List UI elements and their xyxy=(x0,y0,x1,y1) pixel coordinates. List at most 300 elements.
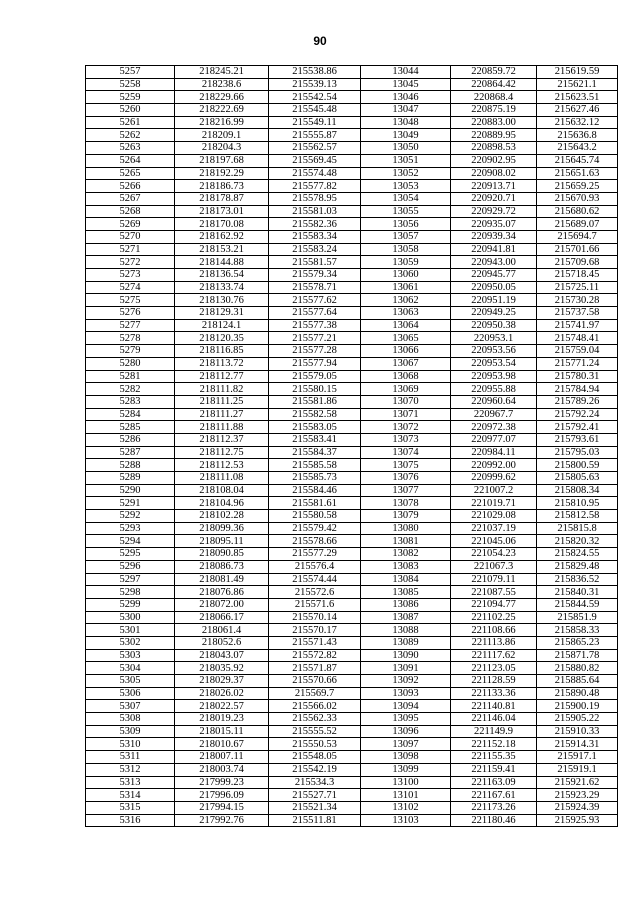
table-cell-y-coordinate-right: 215820.32 xyxy=(537,535,618,548)
table-cell-x-coordinate-right: 221108.66 xyxy=(451,624,537,637)
table-cell-point-number-right: 13060 xyxy=(361,269,451,282)
table-cell-x-coordinate-right: 221007.2 xyxy=(451,484,537,497)
table-row xyxy=(86,738,618,751)
table-cell-y-coordinate-right: 215919.1 xyxy=(537,763,618,776)
table-cell-x-coordinate-right: 220929.72 xyxy=(451,205,537,218)
table-cell-x-coordinate-left: 218153.21 xyxy=(175,243,269,256)
table-cell-y-coordinate-left: 215581.61 xyxy=(269,497,361,510)
table-cell-y-coordinate-right: 215792.41 xyxy=(537,421,618,434)
table-cell-x-coordinate-left: 217999.23 xyxy=(175,776,269,789)
table-cell-y-coordinate-right: 215619.59 xyxy=(537,66,618,79)
table-cell-point-number-right: 13073 xyxy=(361,433,451,446)
table-cell-x-coordinate-right: 220883.00 xyxy=(451,116,537,129)
table-row xyxy=(86,801,618,814)
table-cell-x-coordinate-right: 220943.00 xyxy=(451,256,537,269)
table-cell-x-coordinate-right: 221155.35 xyxy=(451,751,537,764)
table-row xyxy=(86,167,618,180)
table-row xyxy=(86,814,618,827)
table-cell-x-coordinate-left: 218173.01 xyxy=(175,205,269,218)
table-row xyxy=(86,675,618,688)
table-row xyxy=(86,383,618,396)
table-cell-point-number-right: 13064 xyxy=(361,319,451,332)
table-cell-point-number-right: 13066 xyxy=(361,345,451,358)
table-cell-y-coordinate-right: 215621.1 xyxy=(537,78,618,91)
table-cell-y-coordinate-left: 215584.37 xyxy=(269,446,361,459)
table-cell-point-number-right: 13089 xyxy=(361,636,451,649)
table-cell-y-coordinate-left: 215571.6 xyxy=(269,598,361,611)
table-cell-point-number-left: 5288 xyxy=(86,459,175,472)
table-cell-point-number-right: 13063 xyxy=(361,307,451,320)
table-cell-point-number-left: 5272 xyxy=(86,256,175,269)
table-cell-x-coordinate-right: 220859.72 xyxy=(451,66,537,79)
table-cell-point-number-right: 13072 xyxy=(361,421,451,434)
table-cell-point-number-left: 5307 xyxy=(86,700,175,713)
table-cell-point-number-left: 5266 xyxy=(86,180,175,193)
table-cell-x-coordinate-left: 218124.1 xyxy=(175,319,269,332)
table-cell-y-coordinate-left: 215574.44 xyxy=(269,573,361,586)
table-cell-x-coordinate-left: 217994.15 xyxy=(175,801,269,814)
table-row xyxy=(86,535,618,548)
table-cell-point-number-right: 13094 xyxy=(361,700,451,713)
table-row xyxy=(86,713,618,726)
table-row xyxy=(86,700,618,713)
table-cell-x-coordinate-right: 220951.19 xyxy=(451,294,537,307)
table-cell-x-coordinate-right: 220967.7 xyxy=(451,408,537,421)
table-cell-point-number-left: 5276 xyxy=(86,307,175,320)
table-row xyxy=(86,218,618,231)
table-cell-point-number-right: 13058 xyxy=(361,243,451,256)
table-cell-x-coordinate-right: 221067.3 xyxy=(451,560,537,573)
table-cell-point-number-right: 13086 xyxy=(361,598,451,611)
table-cell-y-coordinate-left: 215539.13 xyxy=(269,78,361,91)
table-cell-x-coordinate-right: 221149.9 xyxy=(451,725,537,738)
table-cell-y-coordinate-left: 215577.21 xyxy=(269,332,361,345)
table-row xyxy=(86,116,618,129)
table-cell-point-number-right: 13077 xyxy=(361,484,451,497)
table-cell-point-number-left: 5296 xyxy=(86,560,175,573)
table-cell-y-coordinate-left: 215579.42 xyxy=(269,522,361,535)
table-row xyxy=(86,142,618,155)
table-cell-point-number-right: 13103 xyxy=(361,814,451,827)
table-cell-point-number-right: 13049 xyxy=(361,129,451,142)
table-cell-y-coordinate-left: 215542.54 xyxy=(269,91,361,104)
table-cell-point-number-right: 13055 xyxy=(361,205,451,218)
table-row xyxy=(86,522,618,535)
table-cell-x-coordinate-right: 221173.26 xyxy=(451,801,537,814)
table-cell-point-number-left: 5260 xyxy=(86,104,175,117)
table-cell-x-coordinate-right: 220935.07 xyxy=(451,218,537,231)
table-cell-x-coordinate-right: 220953.98 xyxy=(451,370,537,383)
table-row xyxy=(86,154,618,167)
table-cell-x-coordinate-left: 218003.74 xyxy=(175,763,269,776)
table-row xyxy=(86,548,618,561)
table-cell-x-coordinate-right: 220972.38 xyxy=(451,421,537,434)
table-cell-x-coordinate-right: 220950.38 xyxy=(451,319,537,332)
table-cell-point-number-left: 5259 xyxy=(86,91,175,104)
table-cell-point-number-right: 13050 xyxy=(361,142,451,155)
table-cell-point-number-left: 5303 xyxy=(86,649,175,662)
table-cell-x-coordinate-right: 221029.08 xyxy=(451,510,537,523)
table-cell-x-coordinate-left: 218015.11 xyxy=(175,725,269,738)
table-row xyxy=(86,370,618,383)
table-cell-point-number-left: 5279 xyxy=(86,345,175,358)
table-cell-point-number-right: 13093 xyxy=(361,687,451,700)
table-cell-x-coordinate-right: 220953.1 xyxy=(451,332,537,345)
table-row xyxy=(86,484,618,497)
table-cell-x-coordinate-left: 218112.37 xyxy=(175,433,269,446)
table-row xyxy=(86,269,618,282)
table-cell-y-coordinate-left: 215569.45 xyxy=(269,154,361,167)
table-cell-y-coordinate-right: 215829.48 xyxy=(537,560,618,573)
table-row xyxy=(86,256,618,269)
table-cell-point-number-right: 13048 xyxy=(361,116,451,129)
table-cell-x-coordinate-left: 218022.57 xyxy=(175,700,269,713)
table-cell-point-number-right: 13099 xyxy=(361,763,451,776)
table-cell-y-coordinate-right: 215793.61 xyxy=(537,433,618,446)
table-cell-y-coordinate-right: 215923.29 xyxy=(537,789,618,802)
table-cell-y-coordinate-left: 215571.87 xyxy=(269,662,361,675)
table-cell-y-coordinate-left: 215577.82 xyxy=(269,180,361,193)
table-cell-x-coordinate-left: 218052.6 xyxy=(175,636,269,649)
table-row xyxy=(86,129,618,142)
table-cell-point-number-right: 13047 xyxy=(361,104,451,117)
table-cell-y-coordinate-left: 215581.57 xyxy=(269,256,361,269)
table-cell-y-coordinate-right: 215840.31 xyxy=(537,586,618,599)
table-cell-y-coordinate-left: 215542.19 xyxy=(269,763,361,776)
table-cell-y-coordinate-right: 215784.94 xyxy=(537,383,618,396)
table-cell-y-coordinate-right: 215759.04 xyxy=(537,345,618,358)
table-row xyxy=(86,230,618,243)
table-row xyxy=(86,725,618,738)
table-cell-y-coordinate-right: 215905.22 xyxy=(537,713,618,726)
table-cell-x-coordinate-right: 221019.71 xyxy=(451,497,537,510)
table-cell-x-coordinate-right: 220913.71 xyxy=(451,180,537,193)
table-row xyxy=(86,357,618,370)
table-cell-y-coordinate-right: 215925.93 xyxy=(537,814,618,827)
table-cell-point-number-left: 5280 xyxy=(86,357,175,370)
table-cell-x-coordinate-right: 220889.95 xyxy=(451,129,537,142)
table-cell-x-coordinate-left: 218197.68 xyxy=(175,154,269,167)
table-cell-point-number-left: 5308 xyxy=(86,713,175,726)
table-cell-x-coordinate-left: 218222.69 xyxy=(175,104,269,117)
table-cell-y-coordinate-left: 215585.73 xyxy=(269,472,361,485)
table-cell-x-coordinate-right: 220992.00 xyxy=(451,459,537,472)
table-cell-point-number-right: 13068 xyxy=(361,370,451,383)
table-cell-x-coordinate-right: 221045.06 xyxy=(451,535,537,548)
table-cell-x-coordinate-right: 220898.53 xyxy=(451,142,537,155)
table-cell-y-coordinate-right: 215824.55 xyxy=(537,548,618,561)
table-cell-point-number-left: 5310 xyxy=(86,738,175,751)
table-cell-x-coordinate-right: 221094.77 xyxy=(451,598,537,611)
table-cell-point-number-left: 5257 xyxy=(86,66,175,79)
table-cell-y-coordinate-right: 215627.46 xyxy=(537,104,618,117)
table-cell-y-coordinate-right: 215632.12 xyxy=(537,116,618,129)
table-cell-y-coordinate-right: 215808.34 xyxy=(537,484,618,497)
table-cell-y-coordinate-right: 215694.7 xyxy=(537,230,618,243)
table-cell-x-coordinate-left: 218066.17 xyxy=(175,611,269,624)
table-cell-y-coordinate-right: 215880.82 xyxy=(537,662,618,675)
table-cell-x-coordinate-right: 221146.04 xyxy=(451,713,537,726)
table-cell-x-coordinate-left: 218111.08 xyxy=(175,472,269,485)
table-cell-point-number-right: 13101 xyxy=(361,789,451,802)
table-cell-point-number-right: 13051 xyxy=(361,154,451,167)
table-cell-y-coordinate-right: 215670.93 xyxy=(537,192,618,205)
table-cell-x-coordinate-right: 220999.62 xyxy=(451,472,537,485)
table-cell-point-number-right: 13054 xyxy=(361,192,451,205)
table-cell-x-coordinate-left: 218204.3 xyxy=(175,142,269,155)
table-row xyxy=(86,649,618,662)
table-cell-x-coordinate-right: 220953.56 xyxy=(451,345,537,358)
table-cell-y-coordinate-right: 215709.68 xyxy=(537,256,618,269)
table-cell-x-coordinate-left: 218111.27 xyxy=(175,408,269,421)
table-cell-y-coordinate-left: 215580.58 xyxy=(269,510,361,523)
table-cell-x-coordinate-left: 218229.66 xyxy=(175,91,269,104)
table-cell-point-number-right: 13095 xyxy=(361,713,451,726)
table-cell-x-coordinate-left: 218026.02 xyxy=(175,687,269,700)
table-row xyxy=(86,421,618,434)
table-row xyxy=(86,510,618,523)
table-cell-point-number-left: 5289 xyxy=(86,472,175,485)
table-row xyxy=(86,687,618,700)
table-cell-y-coordinate-right: 215844.59 xyxy=(537,598,618,611)
table-cell-y-coordinate-left: 215579.34 xyxy=(269,269,361,282)
table-cell-x-coordinate-left: 218116.85 xyxy=(175,345,269,358)
table-cell-x-coordinate-right: 220864.42 xyxy=(451,78,537,91)
table-cell-y-coordinate-left: 215572.6 xyxy=(269,586,361,599)
table-row xyxy=(86,395,618,408)
table-cell-x-coordinate-right: 221152.18 xyxy=(451,738,537,751)
table-cell-y-coordinate-left: 215584.46 xyxy=(269,484,361,497)
table-cell-y-coordinate-left: 215549.11 xyxy=(269,116,361,129)
table-cell-point-number-right: 13075 xyxy=(361,459,451,472)
table-cell-point-number-right: 13071 xyxy=(361,408,451,421)
table-cell-y-coordinate-right: 215725.11 xyxy=(537,281,618,294)
table-cell-x-coordinate-left: 218130.76 xyxy=(175,294,269,307)
table-cell-x-coordinate-right: 221180.46 xyxy=(451,814,537,827)
table-cell-point-number-right: 13081 xyxy=(361,535,451,548)
table-cell-x-coordinate-right: 220960.64 xyxy=(451,395,537,408)
table-cell-point-number-right: 13088 xyxy=(361,624,451,637)
table-cell-point-number-left: 5291 xyxy=(86,497,175,510)
table-cell-point-number-right: 13053 xyxy=(361,180,451,193)
table-row xyxy=(86,307,618,320)
table-cell-x-coordinate-left: 218170.08 xyxy=(175,218,269,231)
table-cell-y-coordinate-left: 215555.87 xyxy=(269,129,361,142)
table-cell-x-coordinate-right: 220868.4 xyxy=(451,91,537,104)
table-cell-point-number-left: 5269 xyxy=(86,218,175,231)
table-cell-point-number-left: 5282 xyxy=(86,383,175,396)
table-cell-y-coordinate-right: 215924.39 xyxy=(537,801,618,814)
table-cell-point-number-left: 5262 xyxy=(86,129,175,142)
table-cell-x-coordinate-left: 218112.77 xyxy=(175,370,269,383)
table-cell-y-coordinate-left: 215570.14 xyxy=(269,611,361,624)
table-cell-y-coordinate-right: 215659.25 xyxy=(537,180,618,193)
table-cell-y-coordinate-right: 215917.1 xyxy=(537,751,618,764)
table-cell-x-coordinate-left: 218111.88 xyxy=(175,421,269,434)
table-row xyxy=(86,560,618,573)
table-cell-x-coordinate-right: 220977.07 xyxy=(451,433,537,446)
table-row xyxy=(86,586,618,599)
table-cell-x-coordinate-left: 218113.72 xyxy=(175,357,269,370)
table-cell-point-number-left: 5271 xyxy=(86,243,175,256)
table-cell-x-coordinate-left: 218090.85 xyxy=(175,548,269,561)
table-cell-point-number-left: 5283 xyxy=(86,395,175,408)
table-cell-x-coordinate-left: 218238.6 xyxy=(175,78,269,91)
table-cell-point-number-right: 13096 xyxy=(361,725,451,738)
table-cell-x-coordinate-right: 220949.25 xyxy=(451,307,537,320)
table-cell-y-coordinate-left: 215582.36 xyxy=(269,218,361,231)
table-cell-point-number-right: 13062 xyxy=(361,294,451,307)
table-cell-x-coordinate-left: 218162.92 xyxy=(175,230,269,243)
table-cell-point-number-right: 13091 xyxy=(361,662,451,675)
table-cell-y-coordinate-right: 215871.78 xyxy=(537,649,618,662)
table-row xyxy=(86,662,618,675)
table-cell-point-number-right: 13100 xyxy=(361,776,451,789)
table-cell-point-number-left: 5313 xyxy=(86,776,175,789)
table-cell-point-number-right: 13061 xyxy=(361,281,451,294)
table-cell-point-number-right: 13069 xyxy=(361,383,451,396)
table-cell-y-coordinate-left: 215577.64 xyxy=(269,307,361,320)
table-cell-y-coordinate-right: 215815.8 xyxy=(537,522,618,535)
table-cell-point-number-left: 5281 xyxy=(86,370,175,383)
table-cell-x-coordinate-left: 218102.28 xyxy=(175,510,269,523)
table-cell-point-number-left: 5287 xyxy=(86,446,175,459)
table-cell-x-coordinate-right: 221163.09 xyxy=(451,776,537,789)
table-cell-y-coordinate-right: 215914.31 xyxy=(537,738,618,751)
table-cell-point-number-left: 5299 xyxy=(86,598,175,611)
table-cell-y-coordinate-left: 215572.82 xyxy=(269,649,361,662)
table-cell-y-coordinate-right: 215645.74 xyxy=(537,154,618,167)
table-cell-y-coordinate-left: 215578.71 xyxy=(269,281,361,294)
table-cell-y-coordinate-right: 215737.58 xyxy=(537,307,618,320)
table-cell-y-coordinate-left: 215577.29 xyxy=(269,548,361,561)
table-cell-x-coordinate-right: 220955.88 xyxy=(451,383,537,396)
table-cell-x-coordinate-left: 218108.04 xyxy=(175,484,269,497)
table-cell-point-number-left: 5274 xyxy=(86,281,175,294)
coordinates-table-body xyxy=(86,66,618,827)
table-cell-x-coordinate-left: 218209.1 xyxy=(175,129,269,142)
table-cell-y-coordinate-left: 215566.02 xyxy=(269,700,361,713)
table-cell-point-number-right: 13046 xyxy=(361,91,451,104)
table-cell-point-number-left: 5298 xyxy=(86,586,175,599)
table-row xyxy=(86,789,618,802)
table-cell-y-coordinate-left: 215511.81 xyxy=(269,814,361,827)
table-cell-y-coordinate-left: 215582.58 xyxy=(269,408,361,421)
table-row xyxy=(86,446,618,459)
table-cell-y-coordinate-left: 215580.15 xyxy=(269,383,361,396)
table-cell-x-coordinate-right: 220945.77 xyxy=(451,269,537,282)
table-cell-x-coordinate-right: 221113.86 xyxy=(451,636,537,649)
table-cell-y-coordinate-left: 215562.57 xyxy=(269,142,361,155)
table-row xyxy=(86,624,618,637)
table-cell-point-number-left: 5264 xyxy=(86,154,175,167)
table-cell-y-coordinate-left: 215577.94 xyxy=(269,357,361,370)
table-cell-x-coordinate-right: 221117.62 xyxy=(451,649,537,662)
table-row xyxy=(86,636,618,649)
table-cell-point-number-left: 5273 xyxy=(86,269,175,282)
table-cell-y-coordinate-right: 215771.24 xyxy=(537,357,618,370)
table-cell-point-number-right: 13074 xyxy=(361,446,451,459)
table-cell-point-number-left: 5306 xyxy=(86,687,175,700)
table-cell-point-number-left: 5297 xyxy=(86,573,175,586)
table-row xyxy=(86,192,618,205)
table-cell-point-number-left: 5268 xyxy=(86,205,175,218)
table-cell-y-coordinate-right: 215718.45 xyxy=(537,269,618,282)
table-row xyxy=(86,180,618,193)
table-cell-y-coordinate-left: 215585.58 xyxy=(269,459,361,472)
table-cell-x-coordinate-left: 218111.82 xyxy=(175,383,269,396)
table-cell-y-coordinate-left: 215527.71 xyxy=(269,789,361,802)
table-cell-point-number-right: 13045 xyxy=(361,78,451,91)
table-row xyxy=(86,751,618,764)
table-row xyxy=(86,433,618,446)
table-cell-y-coordinate-right: 215812.58 xyxy=(537,510,618,523)
table-cell-x-coordinate-left: 218076.86 xyxy=(175,586,269,599)
table-cell-x-coordinate-left: 218019.23 xyxy=(175,713,269,726)
table-cell-y-coordinate-left: 215545.48 xyxy=(269,104,361,117)
table-row xyxy=(86,319,618,332)
table-cell-x-coordinate-right: 220950.05 xyxy=(451,281,537,294)
table-cell-point-number-right: 13070 xyxy=(361,395,451,408)
table-row xyxy=(86,66,618,79)
table-cell-point-number-left: 5270 xyxy=(86,230,175,243)
table-cell-y-coordinate-left: 215583.34 xyxy=(269,230,361,243)
table-cell-y-coordinate-left: 215574.48 xyxy=(269,167,361,180)
table-cell-x-coordinate-right: 220939.34 xyxy=(451,230,537,243)
table-cell-x-coordinate-left: 218081.49 xyxy=(175,573,269,586)
table-cell-y-coordinate-left: 215521.34 xyxy=(269,801,361,814)
table-cell-x-coordinate-right: 220920.71 xyxy=(451,192,537,205)
table-cell-point-number-right: 13076 xyxy=(361,472,451,485)
table-cell-y-coordinate-left: 215581.03 xyxy=(269,205,361,218)
table-row xyxy=(86,598,618,611)
table-cell-x-coordinate-right: 220875.19 xyxy=(451,104,537,117)
table-cell-point-number-right: 13078 xyxy=(361,497,451,510)
table-cell-x-coordinate-right: 221133.36 xyxy=(451,687,537,700)
table-cell-y-coordinate-right: 215921.62 xyxy=(537,776,618,789)
table-row xyxy=(86,345,618,358)
table-row xyxy=(86,294,618,307)
table-row xyxy=(86,408,618,421)
table-cell-x-coordinate-right: 220941.81 xyxy=(451,243,537,256)
table-cell-point-number-left: 5278 xyxy=(86,332,175,345)
table-cell-y-coordinate-right: 215636.8 xyxy=(537,129,618,142)
table-cell-x-coordinate-left: 218072.00 xyxy=(175,598,269,611)
table-row xyxy=(86,243,618,256)
table-cell-x-coordinate-left: 218178.87 xyxy=(175,192,269,205)
table-cell-x-coordinate-right: 220953.54 xyxy=(451,357,537,370)
table-cell-y-coordinate-left: 215578.66 xyxy=(269,535,361,548)
table-cell-x-coordinate-right: 221037.19 xyxy=(451,522,537,535)
table-cell-point-number-left: 5265 xyxy=(86,167,175,180)
table-cell-y-coordinate-right: 215800.59 xyxy=(537,459,618,472)
table-cell-y-coordinate-right: 215701.66 xyxy=(537,243,618,256)
table-row xyxy=(86,281,618,294)
table-cell-x-coordinate-left: 218216.99 xyxy=(175,116,269,129)
table-cell-point-number-left: 5277 xyxy=(86,319,175,332)
table-cell-y-coordinate-left: 215570.66 xyxy=(269,675,361,688)
table-cell-y-coordinate-right: 215792.24 xyxy=(537,408,618,421)
table-cell-y-coordinate-right: 215805.63 xyxy=(537,472,618,485)
coordinates-table xyxy=(85,65,618,827)
table-row xyxy=(86,776,618,789)
table-cell-point-number-left: 5305 xyxy=(86,675,175,688)
table-cell-point-number-left: 5275 xyxy=(86,294,175,307)
table-row xyxy=(86,78,618,91)
table-cell-point-number-left: 5302 xyxy=(86,636,175,649)
table-cell-point-number-right: 13057 xyxy=(361,230,451,243)
table-cell-y-coordinate-left: 215583.05 xyxy=(269,421,361,434)
